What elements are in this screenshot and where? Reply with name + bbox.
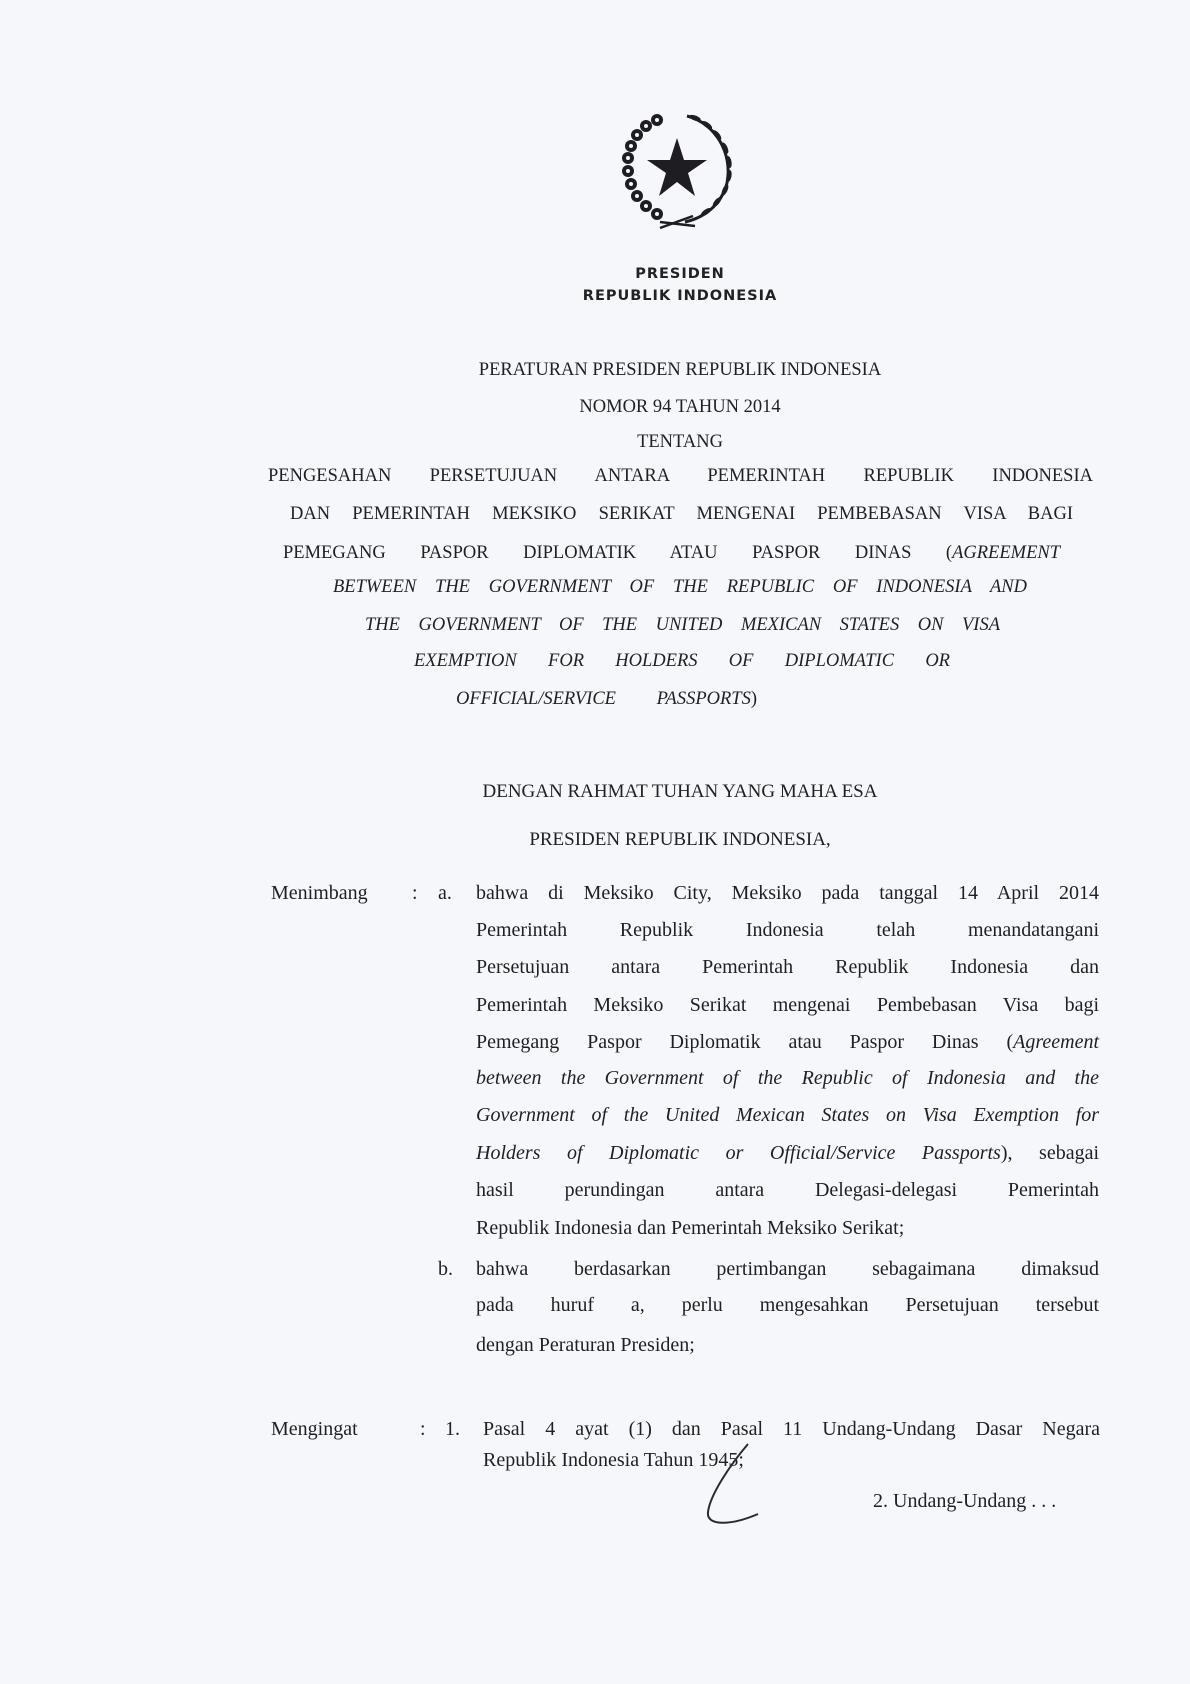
mengingat-label: Mengingat [271,1418,358,1440]
body-line [476,880,1099,906]
text-segment: Republik Indonesia Tahun 1945; [483,1449,744,1471]
text-segment: dengan Peraturan Presiden; [476,1334,695,1356]
text-segment: pada huruf a, perlu mengesahkan Persetujuan tersebut [476,1294,1099,1316]
text-segment: ) [750,689,757,709]
text-segment: Persetujuan antara Pemerintah Republik Indonesia dan [476,956,1099,978]
menimbang-label: Menimbang [271,882,368,904]
text-segment: Republik Indonesia dan Pemerintah Meksiko Serikat; [476,1217,905,1239]
italic-text: OFFICIAL/SERVICE PASSPORTS [456,689,751,709]
text-segment: ), sebagai [1000,1142,1100,1164]
text-segment: DAN PEMERINTAH MEKSIKO SERIKAT MENGENAI PEMBEBASAN VISA BAGI [290,504,1073,524]
body-line [476,1029,1099,1055]
italic-text: THE GOVERNMENT OF THE UNITED MEXICAN STATES ON VISA [365,615,1000,635]
mengingat-colon: : [420,1418,426,1440]
body-line [476,1256,1099,1282]
body-line [476,1332,1099,1358]
initial-paraf-signature [700,1440,770,1530]
title-line [290,502,1073,526]
presidential-seal-emblem [615,108,745,240]
body-line [483,1416,1100,1442]
text-segment: hasil perundingan antara Delegasi-delegasi Pemerintah [476,1179,1099,1201]
body-line [483,1447,1100,1473]
letterhead-line-1: PRESIDEN [635,266,725,282]
text-segment: Pemerintah Republik Indonesia telah menandatangani [476,919,1099,941]
preamble-line-1: DENGAN RAHMAT TUHAN YANG MAHA ESA [482,781,878,802]
body-line [476,1292,1099,1318]
text-segment: Pemerintah Meksiko Serikat mengenai Pembebasan Visa bagi [476,994,1099,1016]
item-marker: 1. [445,1418,460,1440]
item-marker: a. [438,882,452,904]
body-line [476,917,1099,943]
title-line [380,430,980,454]
text-segment: bahwa di Meksiko City, Meksiko pada tanggal 14 April 2014 [476,882,1099,904]
title-line [365,613,1000,637]
text-segment: Pemegang Paspor Diplomatik atau Paspor Dinas ( [476,1031,1014,1053]
title-line [333,575,1027,599]
title-line [414,649,950,673]
italic-text: between the Government of the Republic of Indonesia and the [476,1067,1099,1089]
text-segment: NOMOR 94 TAHUN 2014 [579,397,781,417]
italic-text: Agreement [1013,1031,1099,1053]
italic-text: AGREEMENT [952,543,1060,563]
text-segment: PEMEGANG PASPOR DIPLOMATIK ATAU PASPOR DINAS ( [283,543,953,563]
italic-text: Government of the United Mexican States on Visa Exemption for [476,1104,1099,1126]
italic-text: Holders of Diplomatic or Official/Service Passports [476,1142,1001,1164]
body-line [476,1102,1099,1128]
text-segment: Pasal 4 ayat (1) dan Pasal 11 Undang-Undang Dasar Negara [483,1418,1100,1440]
body-line [476,1177,1099,1203]
body-line [476,1215,1099,1241]
continuation-marker: 2. Undang-Undang . . . [873,1490,1057,1512]
title-line [380,395,980,419]
title-line [456,687,757,711]
text-segment: bahwa berdasarkan pertimbangan sebagaimana dimaksud [476,1258,1099,1280]
text-segment: PERATURAN PRESIDEN REPUBLIK INDONESIA [478,360,882,380]
title-line [268,464,1093,488]
item-marker: b. [438,1258,453,1280]
italic-text: BETWEEN THE GOVERNMENT OF THE REPUBLIC OF INDONESIA AND [333,577,1027,597]
preamble-line-2: PRESIDEN REPUBLIK INDONESIA, [529,829,831,850]
title-line [283,541,1060,565]
body-line [476,1140,1099,1166]
italic-text: EXEMPTION FOR HOLDERS OF DIPLOMATIC OR [414,651,950,671]
text-segment: PENGESAHAN PERSETUJUAN ANTARA PEMERINTAH REPUBLIK INDONESIA [268,466,1093,486]
text-segment: TENTANG [637,432,723,452]
body-line [476,954,1099,980]
letterhead-line-2: REPUBLIK INDONESIA [582,288,778,304]
body-line [476,992,1099,1018]
body-line [476,1065,1099,1091]
menimbang-colon: : [412,882,418,904]
title-line [380,358,980,382]
